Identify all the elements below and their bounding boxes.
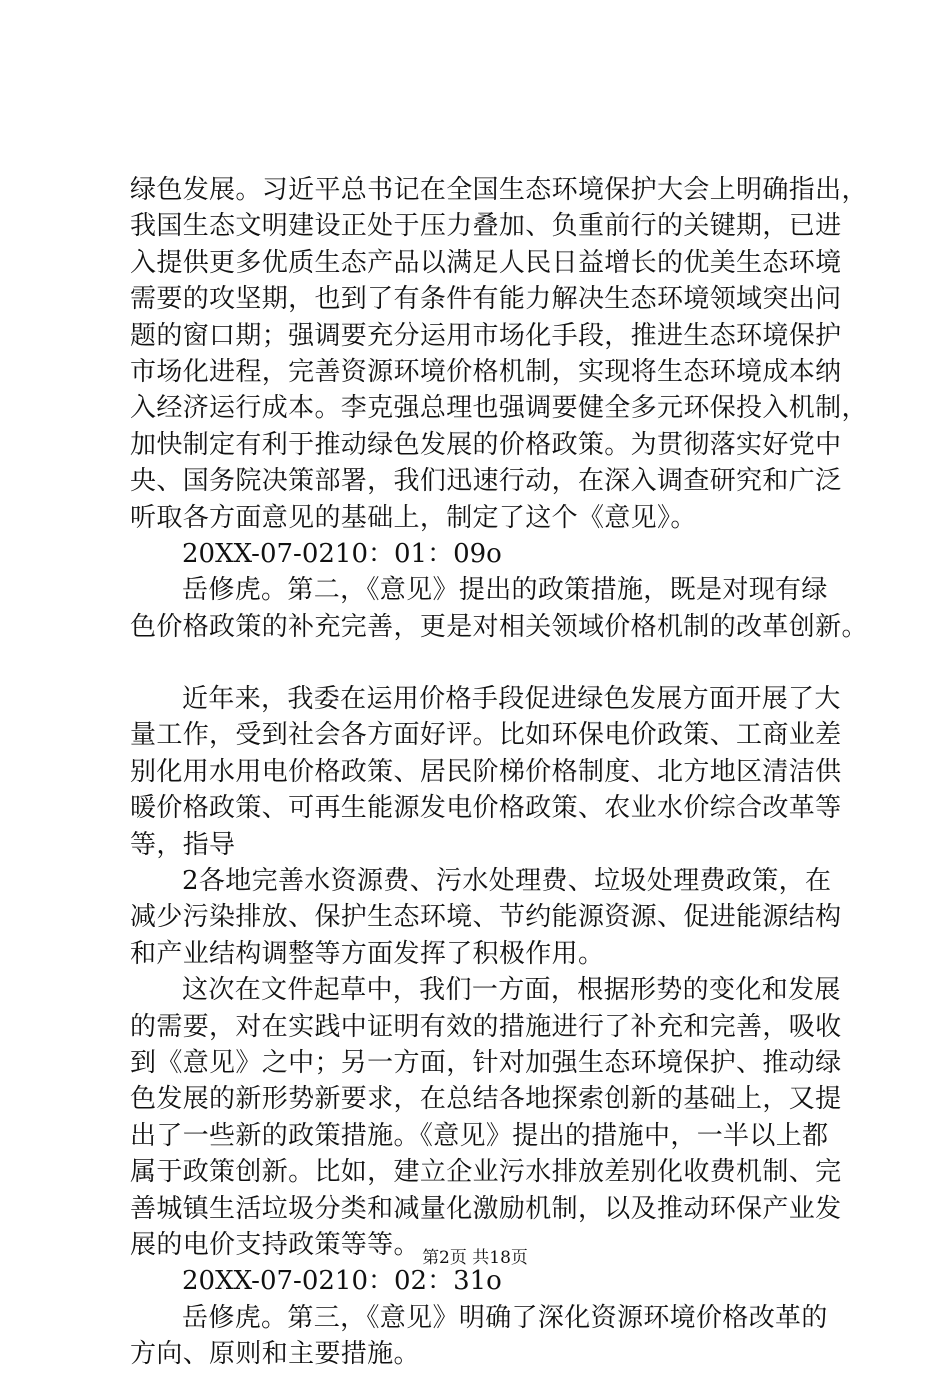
timestamp-line: 20XX-07-0210：01：09o: [182, 538, 502, 569]
text-line: 出了一些新的政策措施。《意见》提出的措施中，一半以上都: [130, 1120, 829, 1151]
text-line: 这次在文件起草中，我们一方面，根据形势的变化和发展: [182, 975, 841, 1006]
text-line: 岳修虎。第三，《意见》明确了深化资源环境价格改革的: [182, 1302, 828, 1333]
text-line: 等，指导: [130, 829, 236, 860]
text-line: 岳修虎。第二，《意见》提出的政策措施，既是对现有绿: [182, 575, 828, 606]
text-line: 我国生态文明建设正处于压力叠加、负重前行的关键期，已进: [130, 211, 842, 242]
body-text: [130, 172, 868, 1373]
text-line: 和产业结构调整等方面发挥了积极作用。: [130, 938, 605, 969]
text-line: 入提供更多优质生态产品以满足人民日益增长的优美生态环境: [130, 247, 842, 278]
text-line: 的需要，对在实践中证明有效的措施进行了补充和完善，吸收: [130, 1011, 842, 1042]
text-line: 色发展的新形势新要求，在总结各地探索创新的基础上，又提: [130, 1084, 842, 1115]
timestamp-line: 20XX-07-0210：02：31o: [182, 1266, 502, 1297]
text-line: 入经济运行成本。李克强总理也强调要健全多元环保投入机制，: [130, 393, 868, 424]
text-line: 到《意见》之中；另一方面，针对加强生态环境保护、推动绿: [130, 1047, 842, 1078]
text-line: 听取各方面意见的基础上，制定了这个《意见》。: [130, 502, 697, 533]
text-line: 展的电价支持政策等等。: [130, 1229, 420, 1260]
text-line: 央、国务院决策部署，我们迅速行动，在深入调查研究和广泛: [130, 466, 842, 497]
text-line: 善城镇生活垃圾分类和减量化激励机制，以及推动环保产业发: [130, 1193, 842, 1224]
text-line: 近年来，我委在运用价格手段促进绿色发展方面开展了大: [182, 684, 841, 715]
text-line: 2各地完善水资源费、污水处理费、垃圾处理费政策，在: [182, 866, 832, 897]
text-line: 市场化进程，完善资源环境价格机制，实现将生态环境成本纳: [130, 356, 842, 387]
paragraph-gap: [130, 645, 830, 681]
page-number: 第2页 共18页: [422, 1248, 528, 1268]
text-line: 题的窗口期；强调要充分运用市场化手段，推进生态环境保护: [130, 320, 842, 351]
text-line: 属于政策创新。比如，建立企业污水排放差别化收费机制、完: [130, 1157, 842, 1188]
text-line: 方向、原则和主要措施。: [130, 1339, 420, 1370]
text-line: 减少污染排放、保护生态环境、节约能源资源、促进能源结构: [130, 902, 842, 933]
text-line: 别化用水用电价格政策、居民阶梯价格制度、北方地区清洁供: [130, 756, 842, 787]
text-line: 暖价格政策、可再生能源发电价格政策、农业水价综合改革等: [130, 793, 842, 824]
text-line: 加快制定有利于推动绿色发展的价格政策。为贯彻落实好党中: [130, 429, 842, 460]
text-line: 需要的攻坚期，也到了有条件有能力解决生态环境领域突出问: [130, 284, 842, 315]
page-footer: [0, 1243, 950, 1268]
text-line: 色价格政策的补充完善，更是对相关领域价格机制的改革创新。: [130, 611, 868, 642]
text-line: 量工作，受到社会各方面好评。比如环保电价政策、工商业差: [130, 720, 842, 751]
text-line: 绿色发展。习近平总书记在全国生态环境保护大会上明确指出，: [130, 175, 868, 205]
